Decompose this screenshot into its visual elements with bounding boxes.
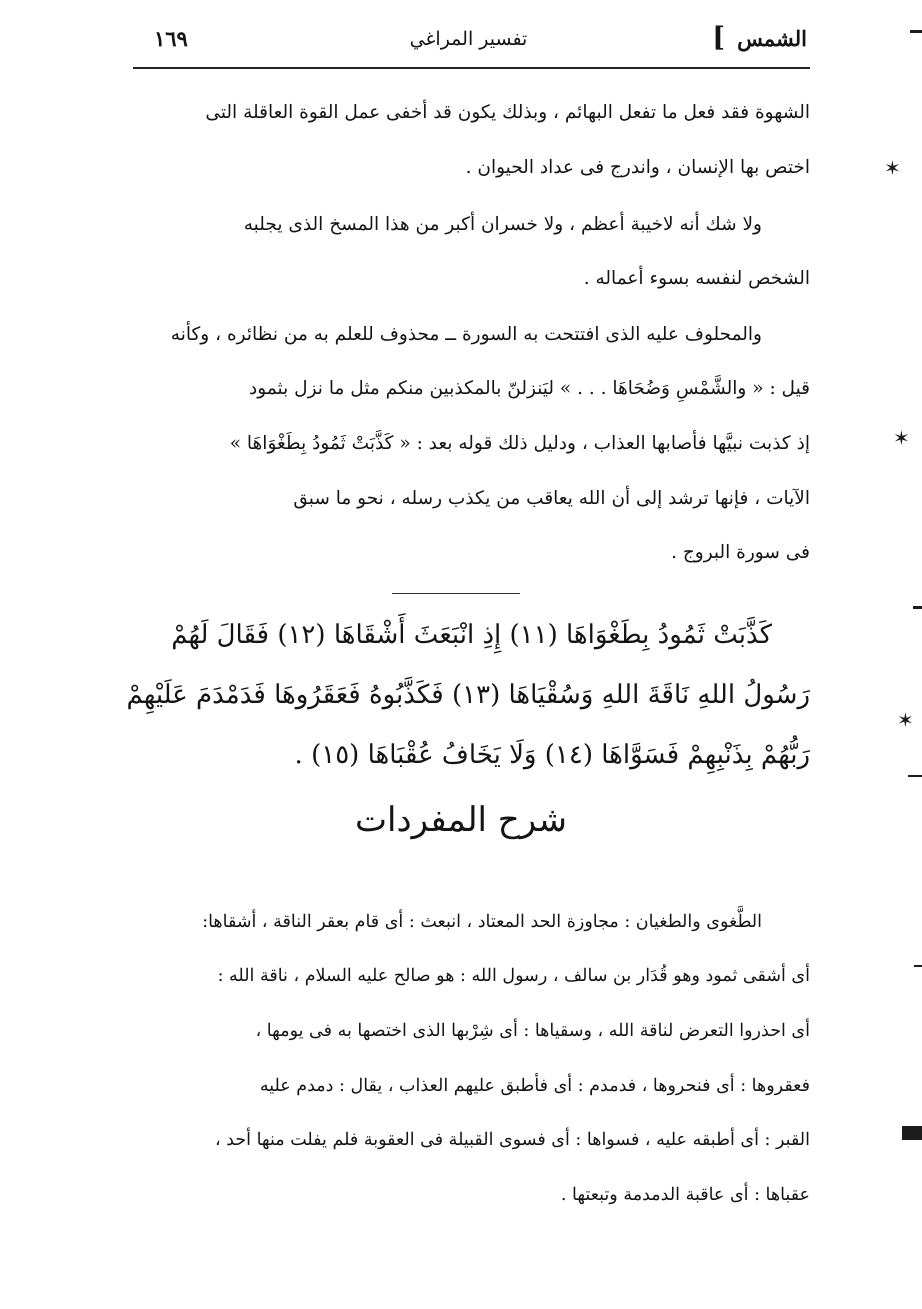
paragraph-line: إذ كذبت نبيَّها فأصابها العذاب ، ودليل ذلك قوله بعد : « كَذَّبَتْ ثَمُودُ بِطَغْوَاهَا » [229,433,810,454]
paragraph-line: ولا شك أنه لاخيبة أعظم ، ولا خسران أكبر من هذا المسخ الذى يجلبه [243,214,762,235]
section-separator [392,593,520,594]
scan-mark [913,606,922,609]
glossary-line: عقباها : أى عاقبة الدمدمة وتبعتها . [560,1185,810,1205]
header-rule [133,67,810,69]
page-number: ١٦٩ [154,26,188,51]
glossary-line: فعقروها : أى فنحروها ، فدمدم : أى فأطبق عليهم العذاب ، يقال : دمدم عليه [259,1076,810,1096]
scan-mark [910,30,922,33]
glossary-line: أى احذروا التعرض لناقة الله ، وسقياها : أى شِرْبها الذى اختصها به فى يومها ، [255,1021,810,1041]
verse-line: رَبُّهُمْ بِذَنْبِهِمْ فَسَوَّاهَا (١٤) وَلَا يَخَافُ عُقْبَاهَا (١٥) . [294,740,810,770]
glossary-line: أى أشقى ثمود وهو قُدَار بن سالف ، رسول الله : هو صالح عليه السلام ، ناقة الله : [217,966,810,986]
glossary-line: الطَّغوى والطغيان : مجاوزة الحد المعتاد ، انبعث : أى قام بعقر الناقة ، أشقاها: [202,912,762,932]
paragraph-line: الشخص لنفسه بسوء أعماله . [583,268,810,289]
glossary-line: القبر : أى أطبقه عليه ، فسواها : أى فسوى القبيلة فى العقوبة فلم يفلت منها أحد ، [214,1130,810,1150]
paragraph-line: قيل : « والشَّمْسِ وَضُحَاهَا . . . » ليَنزلنّ بالمكذبين منكم مثل ما نزل بثمود [249,378,810,399]
header-bracket: ] [712,22,725,53]
paragraph-line: والمحلوف عليه الذى افتتحت به السورة ــ محذوف للعلم به من نظائره ، وكأنه [170,324,762,345]
scan-mark [902,1126,922,1140]
paragraph-line: الشهوة فقد فعل ما تفعل البهائم ، وبذلك يكون قد أخفى عمل القوة العاقلة التى [205,102,810,123]
scan-mark [908,775,922,777]
paragraph-line: فى سورة البروج . [671,542,810,563]
scan-mark [914,965,922,967]
scan-speck-icon: ✶ [897,708,914,732]
surah-name: الشمس [737,26,807,51]
verse-line: كَذَّبَتْ ثَمُودُ بِطَغْوَاهَا (١١) إِذِ انْبَعَثَ أَشْقَاهَا (١٢) فَقَالَ لَهُمْ [171,620,772,650]
scan-speck-icon: ✶ [893,426,910,450]
section-heading: شرح المفردات [354,800,568,840]
book-title: تفسير المراغي [409,28,528,50]
paragraph-line: الآيات ، فإنها ترشد إلى أن الله يعاقب من يكذب رسله ، نحو ما سبق [293,488,810,509]
verse-line: رَسُولُ اللهِ نَاقَةَ اللهِ وَسُقْيَاهَا (١٣) فَكَذَّبُوهُ فَعَقَرُوهَا فَدَمْدَمَ عَلَيْهِمْ [126,680,810,710]
running-header [130,22,807,60]
paragraph-line: اختص بها الإنسان ، واندرج فى عداد الحيوان . [465,157,810,178]
scan-speck-icon: ✶ [884,156,901,180]
